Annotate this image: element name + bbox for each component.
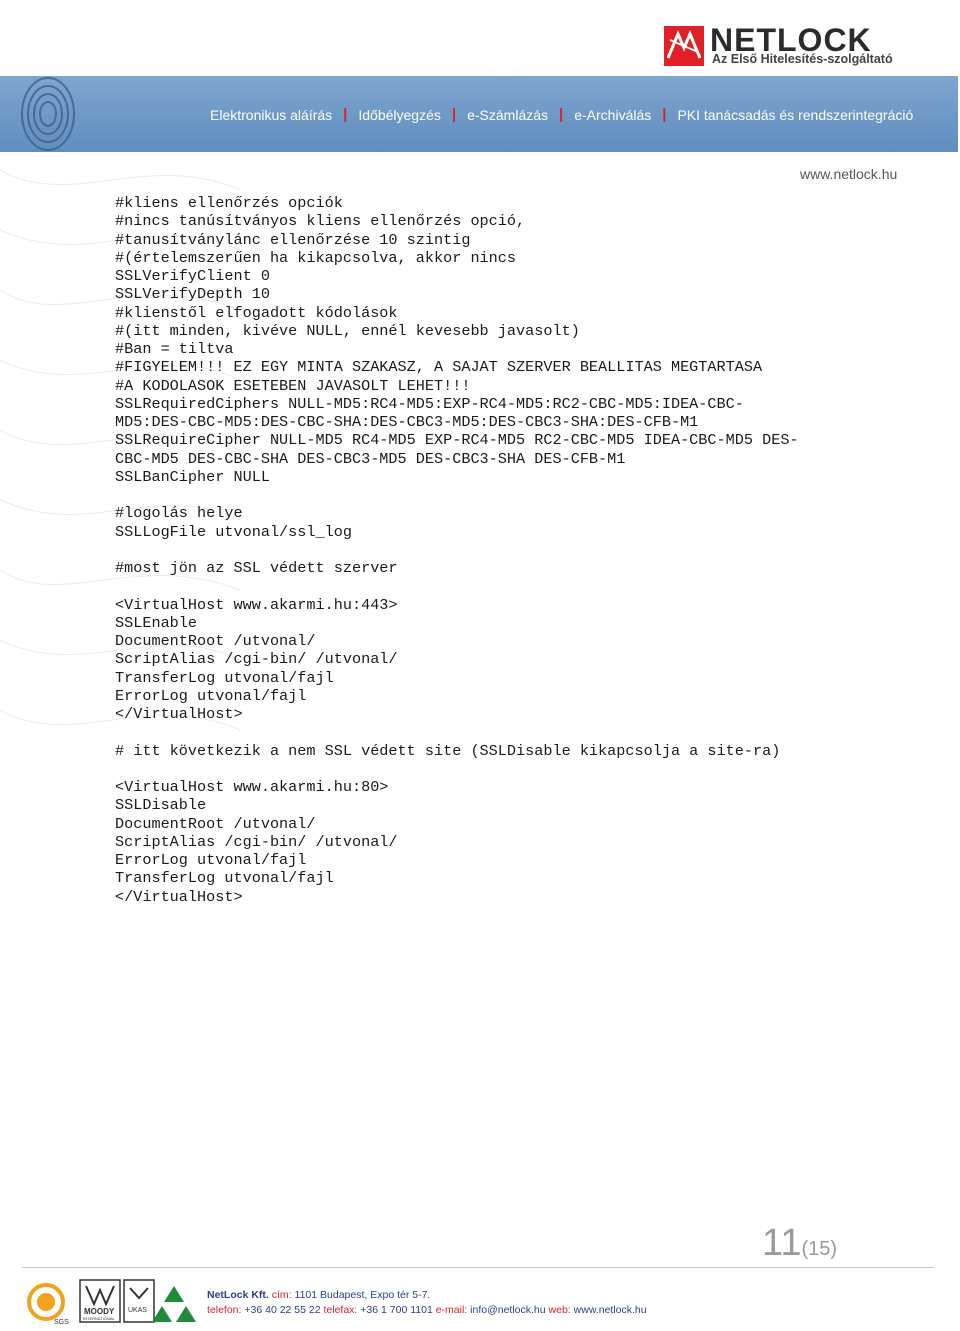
footer-web-label: web: — [548, 1304, 571, 1316]
footer-email-label: e-mail: — [435, 1304, 468, 1316]
page-total: (15) — [801, 1238, 838, 1260]
nav-separator: | — [559, 106, 564, 123]
code-line: CBC-MD5 DES-CBC-SHA DES-CBC3-MD5 DES-CBC3-SHA DES-CFB-M1 — [115, 449, 626, 468]
code-blank-line — [115, 577, 855, 595]
certification-badges — [24, 1276, 204, 1326]
page-number — [762, 1222, 837, 1265]
code-line: DocumentRoot /utvonal/ — [115, 632, 316, 650]
footer-cim-value: 1101 Budapest, Expo tér 5-7. — [294, 1289, 431, 1301]
code-line: #tanusítványlánc ellenőrzése 10 szintig — [115, 230, 471, 249]
code-line: #(értelemszerűen ha kikapcsolva, akkor nincs — [115, 248, 517, 267]
footer-email-link[interactable]: info@netlock.hu — [470, 1304, 546, 1316]
code-line: # itt következik a nem SSL védett site (SSLDisable kikapcsolja a site-ra) — [115, 741, 781, 760]
nav-item-e-szamlazas[interactable]: e-Számlázás — [467, 106, 549, 123]
page-current: 11 — [762, 1222, 802, 1264]
code-line: SSLEnable — [115, 613, 198, 632]
badge-moody-sub-text: INTERNATIONAL — [83, 1316, 115, 1321]
code-line: TransferLog utvonal/fajl — [115, 668, 334, 687]
footer-telefax-label: telefax: — [323, 1304, 358, 1316]
nav-separator: | — [451, 106, 457, 123]
fingerprint-icon — [14, 74, 78, 154]
code-line: DocumentRoot /utvonal/ — [115, 814, 316, 833]
netlock-logo[interactable] — [664, 24, 914, 70]
code-line: #nincs tanúsítványos kliens ellenőrzés opció, — [115, 212, 526, 231]
code-line: ErrorLog utvonal/fajl — [115, 851, 307, 869]
code-blank-line — [115, 486, 855, 504]
code-line: #(itt minden, kivéve NULL, ennél kevesebb javasolt) — [115, 321, 580, 340]
footer-web-link[interactable]: www.netlock.hu — [573, 1304, 647, 1316]
code-line: SSLDisable — [115, 796, 207, 815]
config-code-listing — [115, 194, 855, 906]
nav-separator: | — [343, 106, 348, 123]
code-line: SSLRequiredCiphers NULL-MD5:RC4-MD5:EXP-RC4-MD5:RC2-CBC-MD5:IDEA-CBC- — [115, 394, 744, 413]
footer-cim-label: cím: — [271, 1289, 292, 1301]
nav-item-elektronikus-alairas[interactable]: Elektronikus aláírás — [210, 106, 333, 123]
code-line: SSLLogFile utvonal/ssl_log — [115, 522, 352, 541]
recycle-icon — [152, 1286, 196, 1322]
nav-item-pki-tanacsadas[interactable]: PKI tanácsadás és rendszerintegráció — [677, 106, 914, 123]
code-line: #logolás helye — [115, 504, 243, 523]
logo-tagline: Az Első Hitelesítés-szolgáltató — [712, 52, 893, 66]
code-line: </VirtualHost> — [115, 887, 243, 906]
code-line: SSLVerifyDepth 10 — [115, 285, 270, 304]
footer-company: NetLock Kft. — [207, 1289, 269, 1301]
code-line: #klienstől elfogadott kódolások — [115, 303, 398, 322]
logo-net-text: NET — [710, 22, 777, 58]
footer-divider — [22, 1267, 934, 1268]
code-line: <VirtualHost www.akarmi.hu:80> — [115, 778, 389, 796]
footer-telefon-label: telefon: — [207, 1304, 242, 1316]
code-line: </VirtualHost> — [115, 705, 243, 723]
code-line: #Ban = tiltva — [115, 340, 234, 358]
netlock-logo-mark-icon — [664, 26, 704, 66]
code-line: SSLVerifyClient 0 — [115, 267, 270, 285]
footer-contact — [207, 1288, 647, 1318]
ukas-badge-icon — [124, 1280, 154, 1322]
code-line: ScriptAlias /cgi-bin/ /utvonal/ — [115, 832, 398, 851]
code-blank-line — [115, 541, 855, 559]
logo-lock-text: LOCK — [777, 22, 872, 58]
main-nav — [210, 106, 913, 123]
code-line: #FIGYELEM!!! EZ EGY MINTA SZAKASZ, A SAJAT SZERVER BEALLITAS MEGTARTASA — [115, 358, 763, 377]
nav-item-idobelyegzes[interactable]: Időbélyegzés — [358, 106, 441, 123]
code-line: #most jön az SSL védett szerver — [115, 559, 398, 577]
badge-moody-text: MOODY — [84, 1307, 115, 1316]
code-line: #A KODOLASOK ESETEBEN JAVASOLT LEHET!!! — [115, 376, 471, 395]
code-blank-line — [115, 760, 855, 778]
badge-sgs-text: SGS — [54, 1319, 69, 1326]
footer-telefon-value: +36 40 22 55 22 — [244, 1304, 321, 1316]
code-line: MD5:DES-CBC-MD5:DES-CBC-SHA:DES-CBC3-MD5:DES-CBC3-SHA:DES-CFB-M1 — [115, 413, 699, 431]
footer-line-1 — [207, 1288, 647, 1303]
badge-ukas-text: UKAS — [128, 1307, 148, 1314]
site-url-link[interactable]: www.netlock.hu — [800, 166, 898, 182]
nav-separator: | — [662, 106, 667, 123]
nav-item-e-archivalas[interactable]: e-Archiválás — [574, 106, 652, 123]
sgs-badge-icon — [29, 1285, 69, 1326]
code-line: <VirtualHost www.akarmi.hu:443> — [115, 595, 398, 614]
code-line: ScriptAlias /cgi-bin/ /utvonal/ — [115, 650, 398, 669]
code-line: ErrorLog utvonal/fajl — [115, 686, 307, 705]
moody-badge-icon — [80, 1280, 120, 1322]
code-line: SSLRequireCipher NULL-MD5 RC4-MD5 EXP-RC4-MD5 RC2-CBC-MD5 IDEA-CBC-MD5 DES- — [115, 431, 799, 450]
code-line: SSLBanCipher NULL — [115, 467, 270, 486]
code-blank-line — [115, 723, 855, 741]
footer-telefax-value: +36 1 700 1101 — [360, 1304, 433, 1316]
code-line: TransferLog utvonal/fajl — [115, 869, 334, 888]
code-line: #kliens ellenőrzés opciók — [115, 194, 343, 212]
footer-line-2 — [207, 1303, 647, 1318]
